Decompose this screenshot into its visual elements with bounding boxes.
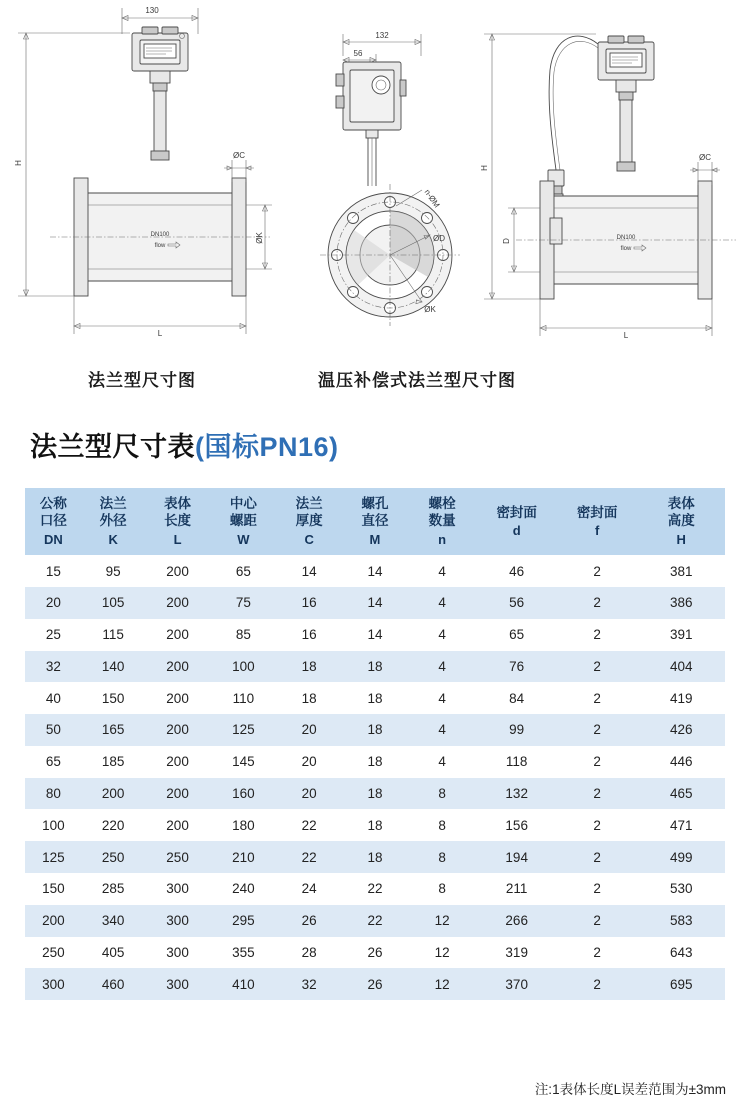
- table-cell: 583: [637, 905, 725, 937]
- table-cell: 76: [476, 651, 556, 683]
- table-row: [25, 873, 725, 905]
- table-cell: 300: [25, 968, 82, 1000]
- dim-label-diameter-c: ØC: [233, 151, 245, 160]
- table-cell: 20: [276, 746, 342, 778]
- table-cell: 22: [276, 809, 342, 841]
- table-cell: 46: [476, 555, 556, 587]
- table-row: [25, 746, 725, 778]
- table-row: [25, 619, 725, 651]
- table-row: [25, 937, 725, 969]
- body-sub-label-c: flow: [620, 246, 632, 252]
- col-header-w: 中心 螺距 W: [210, 488, 276, 555]
- table-cell: 132: [476, 778, 556, 810]
- table-cell: 300: [145, 968, 211, 1000]
- table-cell: 386: [637, 587, 725, 619]
- table-cell: 200: [145, 587, 211, 619]
- table-cell: 20: [25, 587, 82, 619]
- table-cell: 125: [25, 841, 82, 873]
- table-cell: 285: [82, 873, 145, 905]
- table-cell: 4: [408, 746, 477, 778]
- section-title: [30, 425, 339, 464]
- body-sub-label: flow: [154, 243, 166, 249]
- table-cell: 200: [145, 619, 211, 651]
- table-cell: 465: [637, 778, 725, 810]
- table-cell: 22: [342, 873, 408, 905]
- table-cell: 250: [145, 841, 211, 873]
- table-cell: 56: [476, 587, 556, 619]
- table-cell: 8: [408, 809, 477, 841]
- dim-label-d: ØD: [433, 234, 445, 243]
- table-cell: 200: [145, 682, 211, 714]
- table-cell: 18: [342, 841, 408, 873]
- table-cell: 118: [476, 746, 556, 778]
- table-cell: 340: [82, 905, 145, 937]
- table-cell: 2: [557, 937, 637, 969]
- table-cell: 26: [342, 937, 408, 969]
- dim-label-length: L: [157, 329, 163, 338]
- table-row: [25, 968, 725, 1000]
- dim-label-k: ØK: [424, 305, 436, 314]
- table-cell: 4: [408, 651, 477, 683]
- table-note: 注:1表体长度L误差范围为±3mm: [534, 1082, 726, 1097]
- table-cell: 20: [276, 714, 342, 746]
- table-cell: 300: [145, 937, 211, 969]
- table-cell: 220: [82, 809, 145, 841]
- table-cell: 14: [276, 555, 342, 587]
- table-cell: 65: [210, 555, 276, 587]
- table-cell: 381: [637, 555, 725, 587]
- table-cell: 24: [276, 873, 342, 905]
- table-cell: 15: [25, 555, 82, 587]
- table-cell: 471: [637, 809, 725, 841]
- col-header-m: 螺孔 直径 M: [342, 488, 408, 555]
- table-cell: 14: [342, 555, 408, 587]
- dim-label-top: 130: [145, 6, 159, 15]
- caption-flange-type: 法兰型尺寸图: [88, 371, 196, 390]
- table-cell: 26: [342, 968, 408, 1000]
- col-header-f: 密封面 f: [557, 488, 637, 555]
- table-cell: 115: [82, 619, 145, 651]
- table-cell: 28: [276, 937, 342, 969]
- table-cell: 240: [210, 873, 276, 905]
- body-tag-label-c: DN100: [616, 235, 636, 241]
- table-cell: 22: [276, 841, 342, 873]
- table-cell: 319: [476, 937, 556, 969]
- table-cell: 105: [82, 587, 145, 619]
- table-cell: 4: [408, 555, 477, 587]
- table-cell: 32: [25, 651, 82, 683]
- table-cell: 2: [557, 809, 637, 841]
- table-cell: 80: [25, 778, 82, 810]
- dim-label-d-c: D: [502, 238, 511, 244]
- table-cell: 4: [408, 619, 477, 651]
- table-cell: 40: [25, 682, 82, 714]
- table-row: [25, 651, 725, 683]
- col-header-h: 表体 高度 H: [637, 488, 725, 555]
- section-title-main: 法兰型尺寸表: [30, 432, 195, 462]
- table-cell: 2: [557, 778, 637, 810]
- table-cell: 410: [210, 968, 276, 1000]
- table-cell: 2: [557, 555, 637, 587]
- drawing-captions: [0, 366, 750, 396]
- table-cell: 266: [476, 905, 556, 937]
- table-cell: 150: [25, 873, 82, 905]
- table-cell: 18: [276, 682, 342, 714]
- table-cell: 2: [557, 651, 637, 683]
- table-cell: 145: [210, 746, 276, 778]
- dim-label-sub-b: 56: [353, 49, 363, 58]
- table-cell: 140: [82, 651, 145, 683]
- table-cell: 4: [408, 682, 477, 714]
- table-cell: 695: [637, 968, 725, 1000]
- table-cell: 419: [637, 682, 725, 714]
- table-cell: 4: [408, 587, 477, 619]
- table-cell: 643: [637, 937, 725, 969]
- table-cell: 150: [82, 682, 145, 714]
- col-header-d: 密封面 d: [476, 488, 556, 555]
- table-row: [25, 841, 725, 873]
- table-cell: 125: [210, 714, 276, 746]
- table-cell: 18: [276, 651, 342, 683]
- table-cell: 210: [210, 841, 276, 873]
- table-cell: 180: [210, 809, 276, 841]
- table-cell: 194: [476, 841, 556, 873]
- col-header-n: 螺栓 数量 n: [408, 488, 477, 555]
- table-cell: 295: [210, 905, 276, 937]
- table-cell: 200: [145, 778, 211, 810]
- table-cell: 8: [408, 778, 477, 810]
- table-cell: 446: [637, 746, 725, 778]
- table-cell: 84: [476, 682, 556, 714]
- table-cell: 99: [476, 714, 556, 746]
- drawings-section: [0, 0, 750, 400]
- table-cell: 2: [557, 714, 637, 746]
- table-cell: 370: [476, 968, 556, 1000]
- caption-temp-pressure-type: 温压补偿式法兰型尺寸图: [318, 371, 516, 390]
- dimension-table: [25, 488, 725, 1000]
- table-cell: 50: [25, 714, 82, 746]
- table-cell: 185: [82, 746, 145, 778]
- table-cell: 355: [210, 937, 276, 969]
- table-cell: 18: [342, 682, 408, 714]
- table-cell: 12: [408, 968, 477, 1000]
- dim-label-bolt-count: n-ØM: [422, 187, 442, 210]
- table-header-row: [25, 488, 725, 555]
- table-cell: 165: [82, 714, 145, 746]
- table-cell: 16: [276, 587, 342, 619]
- table-cell: 200: [145, 809, 211, 841]
- table-cell: 499: [637, 841, 725, 873]
- table-cell: 405: [82, 937, 145, 969]
- table-cell: 460: [82, 968, 145, 1000]
- table-cell: 2: [557, 905, 637, 937]
- table-cell: 65: [476, 619, 556, 651]
- table-cell: 2: [557, 682, 637, 714]
- col-header-dn: 公称 口径 DN: [25, 488, 82, 555]
- table-row: [25, 778, 725, 810]
- table-cell: 100: [210, 651, 276, 683]
- table-cell: 8: [408, 873, 477, 905]
- table-cell: 12: [408, 905, 477, 937]
- table-cell: 2: [557, 968, 637, 1000]
- table-cell: 200: [145, 651, 211, 683]
- table-row: [25, 587, 725, 619]
- table-cell: 12: [408, 937, 477, 969]
- table-cell: 200: [145, 555, 211, 587]
- table-cell: 211: [476, 873, 556, 905]
- table-row: [25, 714, 725, 746]
- table-row: [25, 905, 725, 937]
- table-cell: 8: [408, 841, 477, 873]
- table-row: [25, 555, 725, 587]
- table-cell: 65: [25, 746, 82, 778]
- table-cell: 85: [210, 619, 276, 651]
- table-cell: 100: [25, 809, 82, 841]
- table-cell: 404: [637, 651, 725, 683]
- table-cell: 250: [82, 841, 145, 873]
- table-cell: 32: [276, 968, 342, 1000]
- drawing-flange-face: [318, 0, 468, 350]
- table-cell: 14: [342, 619, 408, 651]
- table-cell: 2: [557, 587, 637, 619]
- dim-label-top-b: 132: [375, 31, 389, 40]
- table-cell: 4: [408, 714, 477, 746]
- drawing-temp-pressure-compensated: [470, 0, 745, 350]
- table-cell: 200: [145, 746, 211, 778]
- table-cell: 22: [342, 905, 408, 937]
- table-cell: 300: [145, 905, 211, 937]
- table-cell: 200: [82, 778, 145, 810]
- table-cell: 391: [637, 619, 725, 651]
- table-cell: 2: [557, 841, 637, 873]
- table-cell: 25: [25, 619, 82, 651]
- dimension-table-wrap: [25, 488, 725, 1000]
- table-cell: 18: [342, 778, 408, 810]
- dim-label-length-c: L: [623, 331, 629, 340]
- table-row: [25, 809, 725, 841]
- table-cell: 26: [276, 905, 342, 937]
- table-row: [25, 682, 725, 714]
- table-cell: 18: [342, 714, 408, 746]
- section-title-standard: (国标PN16): [195, 432, 339, 462]
- table-cell: 300: [145, 873, 211, 905]
- dim-label-inner-k: ØK: [255, 232, 264, 244]
- dim-label-height-c: H: [480, 165, 489, 171]
- table-cell: 75: [210, 587, 276, 619]
- table-cell: 2: [557, 873, 637, 905]
- table-cell: 2: [557, 746, 637, 778]
- table-cell: 530: [637, 873, 725, 905]
- table-cell: 156: [476, 809, 556, 841]
- col-header-l: 表体 长度 L: [145, 488, 211, 555]
- table-cell: 110: [210, 682, 276, 714]
- table-cell: 18: [342, 651, 408, 683]
- table-cell: 18: [342, 746, 408, 778]
- dim-label-diameter-c2: ØC: [699, 153, 711, 162]
- table-cell: 200: [25, 905, 82, 937]
- drawing-flange-type: [10, 0, 310, 350]
- table-body: [25, 555, 725, 1000]
- table-cell: 426: [637, 714, 725, 746]
- table-cell: 160: [210, 778, 276, 810]
- col-header-k: 法兰 外径 K: [82, 488, 145, 555]
- table-cell: 16: [276, 619, 342, 651]
- body-tag-label: DN100: [150, 232, 170, 238]
- table-cell: 95: [82, 555, 145, 587]
- col-header-c: 法兰 厚度 C: [276, 488, 342, 555]
- dim-label-height: H: [14, 160, 23, 166]
- table-cell: 18: [342, 809, 408, 841]
- table-cell: 200: [145, 714, 211, 746]
- table-cell: 20: [276, 778, 342, 810]
- table-cell: 2: [557, 619, 637, 651]
- table-cell: 250: [25, 937, 82, 969]
- table-cell: 14: [342, 587, 408, 619]
